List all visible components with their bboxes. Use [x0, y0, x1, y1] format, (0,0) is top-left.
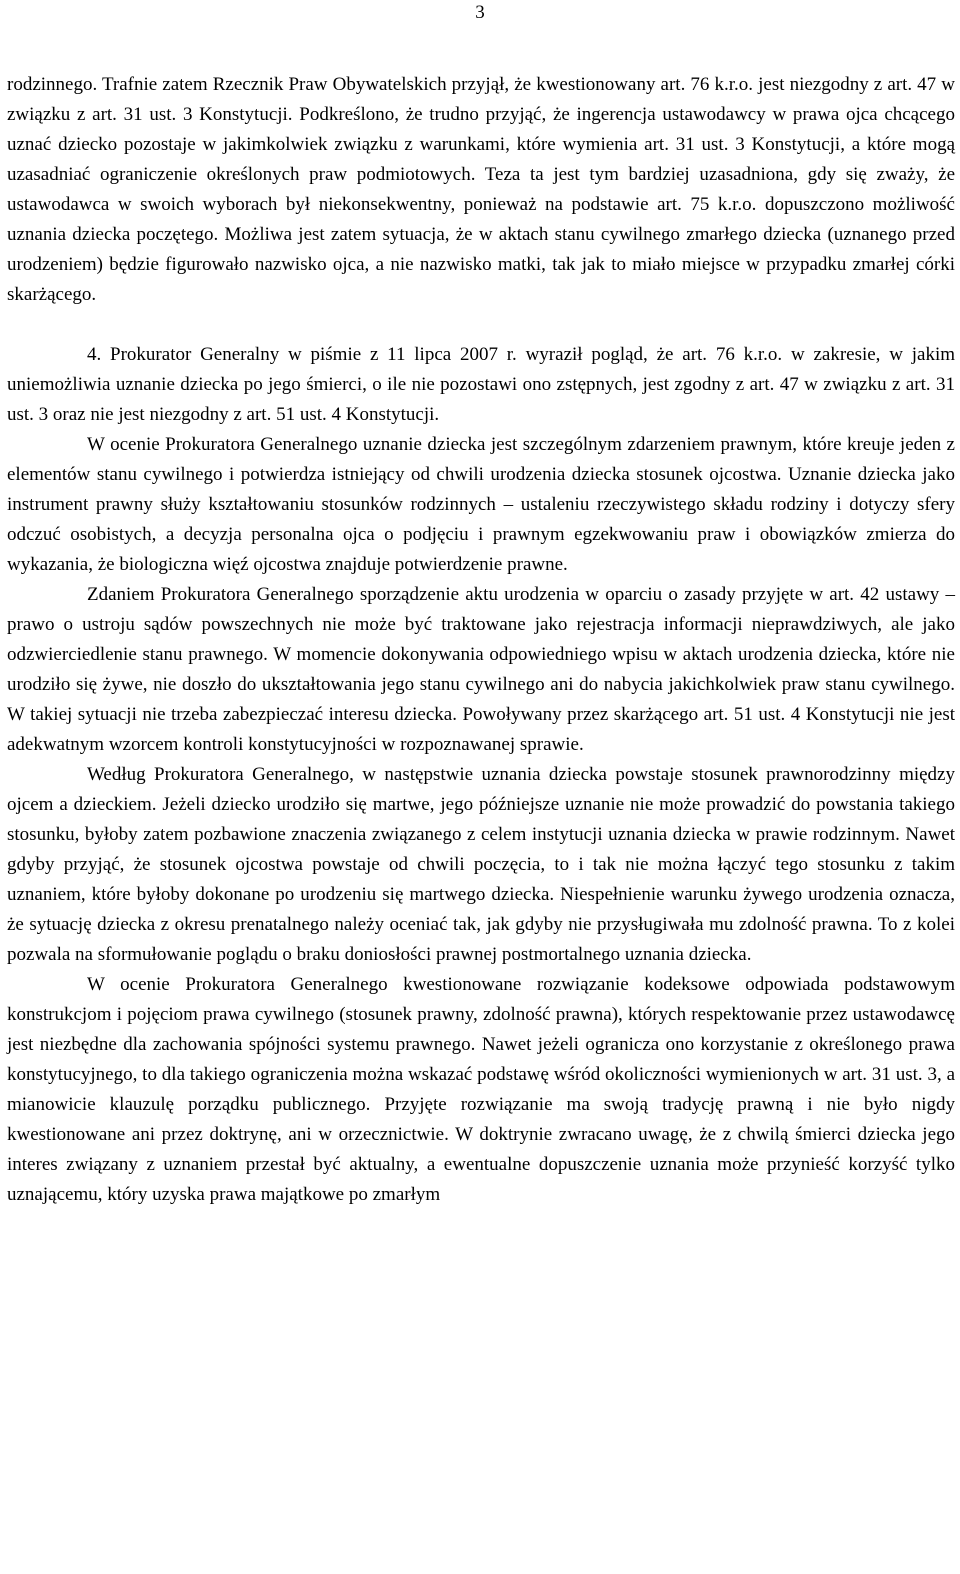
- paragraph-family-relation: Według Prokuratora Generalnego, w następstwie uznania dziecka powstaje stosunek prawnorodzinny między ojcem a dzieckiem. Jeżeli dziecko urodziło się martwe, jego późniejsze uznanie nie może prowadzić do powstania takiego stosunku, byłoby zatem pozbawione znaczenia związanego z celem instytucji uznania dziecka w prawie rodzinnym. Nawet gdyby przyjąć, że stosunek ojcostwa powstaje od chwili poczęcia, to i tak nie można łączyć tego stosunku z takim uznaniem, które byłoby dokonane po urodzeniu się martwego dziecka. Niespełnienie warunku żywego urodzenia oznacza, że sytuację dziecka z okresu prenatalnego należy oceniać tak, jak gdyby nie przysługiwała mu zdolność prawna. To z kolei pozwala na sformułowanie poglądu o braku doniosłości prawnej postmortalnego uznania dziecka.: [7, 764, 955, 965]
- paragraph-section-4: 4. Prokurator Generalny w piśmie z 11 lipca 2007 r. wyraził pogląd, że art. 76 k.r.o. w zakresie, w jakim uniemożliwia uznanie dziecka po jego śmierci, o ile nie pozostawi ono zstępnych, jest zgodny z art. 47 w związku z art. 31 ust. 3 oraz nie jest niezgodny z art. 51 ust. 4 Konstytucji.: [7, 344, 955, 425]
- paragraph-prosecutor-opinion: W ocenie Prokuratora Generalnego uznanie dziecka jest szczególnym zdarzeniem prawnym, które kreuje jeden z elementów stanu cywilnego i potwierdza istniejący od chwili urodzenia dziecka stosunek ojcostwa. Uznanie dziecka jako instrument prawny służy kształtowaniu stosunków rodzinnych – ustaleniu rzeczywistego składu rodziny i dotyczy sfery odczuć osobistych, a decyzja personalna ojca o podjęciu i prawnym egzekwowaniu praw i obowiązków zmierza do wykazania, że biologiczna więź ojcostwa znajduje potwierdzenie prawne.: [7, 434, 955, 575]
- document-body: [7, 70, 955, 1210]
- page-number: 3: [475, 2, 485, 23]
- paragraph-birth-record: Zdaniem Prokuratora Generalnego sporządzenie aktu urodzenia w oparciu o zasady przyjęte w art. 42 ustawy – prawo o ustroju sądów powszechnych nie może być traktowane jako rejestracja informacji nieprawdziwych, ale jako odzwierciedlenie stanu prawnego. W momencie dokonywania odpowiedniego wpisu w aktach urodzenia dziecka, które nie urodziło się żywe, nie doszło do ukształtowania jego stanu cywilnego ani do nabycia jakichkolwiek praw stanu cywilnego. W takiej sytuacji nie trzeba zabezpieczać interesu dziecka. Powoływany przez skarżącego art. 51 ust. 4 Konstytucji nie jest adekwatnym wzorcem kontroli konstytucyjności w rozpoznawanej sprawie.: [7, 584, 955, 755]
- paragraph-civil-law: W ocenie Prokuratora Generalnego kwestionowane rozwiązanie kodeksowe odpowiada podstawowym konstrukcjom i pojęciom prawa cywilnego (stosunek prawny, zdolność prawna), których respektowanie przez ustawodawcę jest niezbędne dla zachowania spójności systemu prawnego. Nawet jeżeli ogranicza ono korzystanie z określonego prawa konstytucyjnego, to dla takiego ograniczenia można wskazać podstawę wśród okoliczności wymienionych w art. 31 ust. 3, a mianowicie klauzulę porządku publicznego. Przyjęte rozwiązanie ma swoją tradycję prawną i nie było nigdy kwestionowane ani przez doktrynę, ani w orzecznictwie. W doktrynie zwracano uwagę, że z chwilą śmierci dziecka jego interes związany z uznaniem przestał być aktualny, a ewentualne dopuszczenie uznania może przynieść korzyść tylko uznającemu, który uzyska prawa majątkowe po zmarłym: [7, 974, 955, 1205]
- paragraph-continuation: rodzinnego. Trafnie zatem Rzecznik Praw Obywatelskich przyjął, że kwestionowany art. 76 k.r.o. jest niezgodny z art. 47 w związku z art. 31 ust. 3 Konstytucji. Podkreślono, że trudno przyjąć, że ingerencja ustawodawcy w prawa ojca chcącego uznać dziecko pozostaje w jakimkolwiek związku z warunkami, które wymienia art. 31 ust. 3 Konstytucji, a które mogą uzasadniać ograniczenie określonych praw podmiotowych. Teza ta jest tym bardziej uzasadniona, gdy się zważy, że ustawodawca w swoich wyborach był niekonsekwentny, ponieważ na podstawie art. 75 k.r.o. dopuszczono możliwość uznania dziecka poczętego. Możliwa jest zatem sytuacja, że w aktach stanu cywilnego zmarłego dziecka (uznanego przed urodzeniem) będzie figurowało nazwisko ojca, a nie nazwisko matki, tak jak to miało miejsce w przypadku zmarłej córki skarżącego.: [7, 74, 955, 305]
